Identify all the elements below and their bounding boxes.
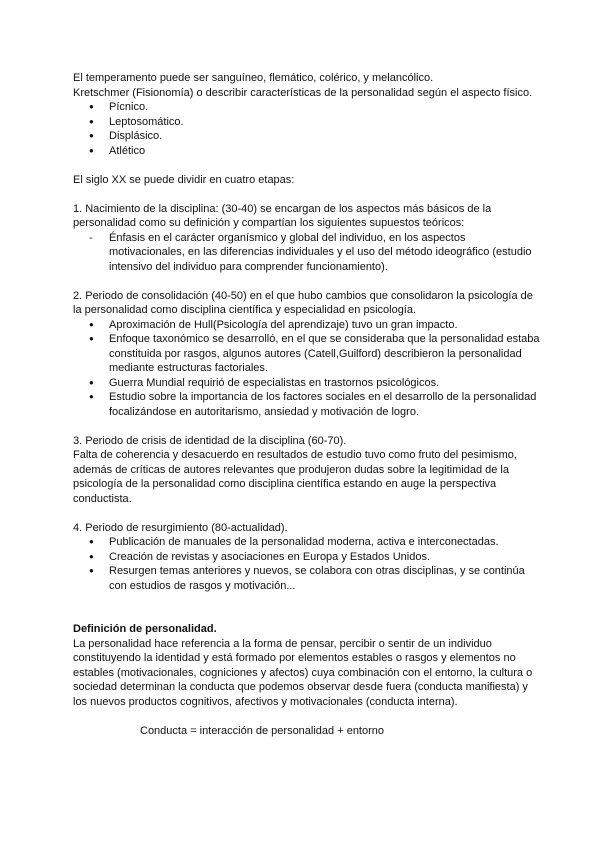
etapa-1-list xyxy=(73,231,540,275)
body-types-list xyxy=(73,100,540,158)
siglo-paragraph: El siglo XX se puede dividir en cuatro etapas: xyxy=(73,173,295,186)
intro-temperamento: El temperamento puede ser sanguíneo, flemático, colérico, y melancólico. xyxy=(73,72,434,84)
list-item: ● Pícnico. xyxy=(109,100,540,115)
etapa-2-paragraph: 2. Periodo de consolidación (40-50) en el que hubo cambios que consolidaron la psicología de la personalidad como disciplina científica y especialidad en psicología. xyxy=(73,289,533,316)
etapa-4-list xyxy=(73,535,540,593)
list-item: ● Leptosomático. xyxy=(109,115,540,130)
list-item: ● Estudio sobre la importancia de los factores sociales en el desarrollo de la personalidad focalizándose en autoritarismo, ansiedad y motivación de logro. xyxy=(109,390,540,419)
etapa-1-paragraph: 1. Nacimiento de la disciplina: (30-40) se encargan de los aspectos más básicos de la personalidad como su definición y compartían los siguientes supuestos teóricos: xyxy=(73,202,492,229)
etapa-2-list xyxy=(73,318,540,420)
list-item: ● Aproximación de Hull(Psicología del aprendizaje) tuvo un gran impacto. xyxy=(109,318,540,333)
etapa-3-body: Falta de coherencia y desacuerdo en resultados de estudio tuvo como fruto del pesimismo, además de críticas de autores relevantes que produjeron dudas sobre la legitimidad de la psicología de la personalidad como disciplina científica estando en auge la perspectiva conductista. xyxy=(73,449,517,505)
conducta-formula: Conducta = interacción de personalidad + entorno xyxy=(140,724,385,737)
list-item: ● Creación de revistas y asociaciones en Europa y Estados Unidos. xyxy=(109,550,540,565)
list-item: ● Publicación de manuales de la personalidad moderna, activa e interconectadas. xyxy=(109,535,540,550)
list-item: ● Displásico. xyxy=(109,129,540,144)
list-item: - Énfasis en el carácter organísmico y global del individuo, en los aspectos motivacionales, en las diferencias individuales y el uso del método ideográfico (estudio intensivo del individuo para comprender funcionamiento). xyxy=(109,231,540,275)
etapa-3-paragraph: 3. Periodo de crisis de identidad de la disciplina (60-70). xyxy=(73,434,347,447)
list-item: ● Resurgen temas anteriores y nuevos, se colabora con otras disciplinas, y se continúa con estudios de rasgos y motivación... xyxy=(109,564,540,593)
list-item: ● Guerra Mundial requirió de especialistas en trastornos psicológicos. xyxy=(109,376,540,391)
definicion-body: La personalidad hace referencia a la forma de pensar, percibir o sentir de un individuo constituyendo la identidad y está formado por elementos estables o rasgos y elementos no estables (motivacionales, cogniciones y afectos) cuya combinación con el entorno, la cultura o sociedad determinan la conducta que podemos observar desde fuera (conducta manifiesta) y los nuevos productos cognitivos, afectivos y motivacionales (conducta interna). xyxy=(73,637,533,708)
definicion-title: Definición de personalidad. xyxy=(73,623,217,635)
etapa-4-paragraph: 4. Periodo de resurgimiento (80-actualidad). xyxy=(73,521,288,534)
list-item: ● Atlético xyxy=(109,144,540,159)
list-item: ● Enfoque taxonómico se desarrolló, en el que se consideraba que la personalidad estaba constituida por rasgos, algunos autores (Catell,Guilford) describieron la personalidad mediante estructuras factoriales. xyxy=(109,332,540,376)
intro-kretschmer: Kretschmer (Fisionomía) o describir características de la personalidad según el aspecto físico. xyxy=(73,86,533,99)
